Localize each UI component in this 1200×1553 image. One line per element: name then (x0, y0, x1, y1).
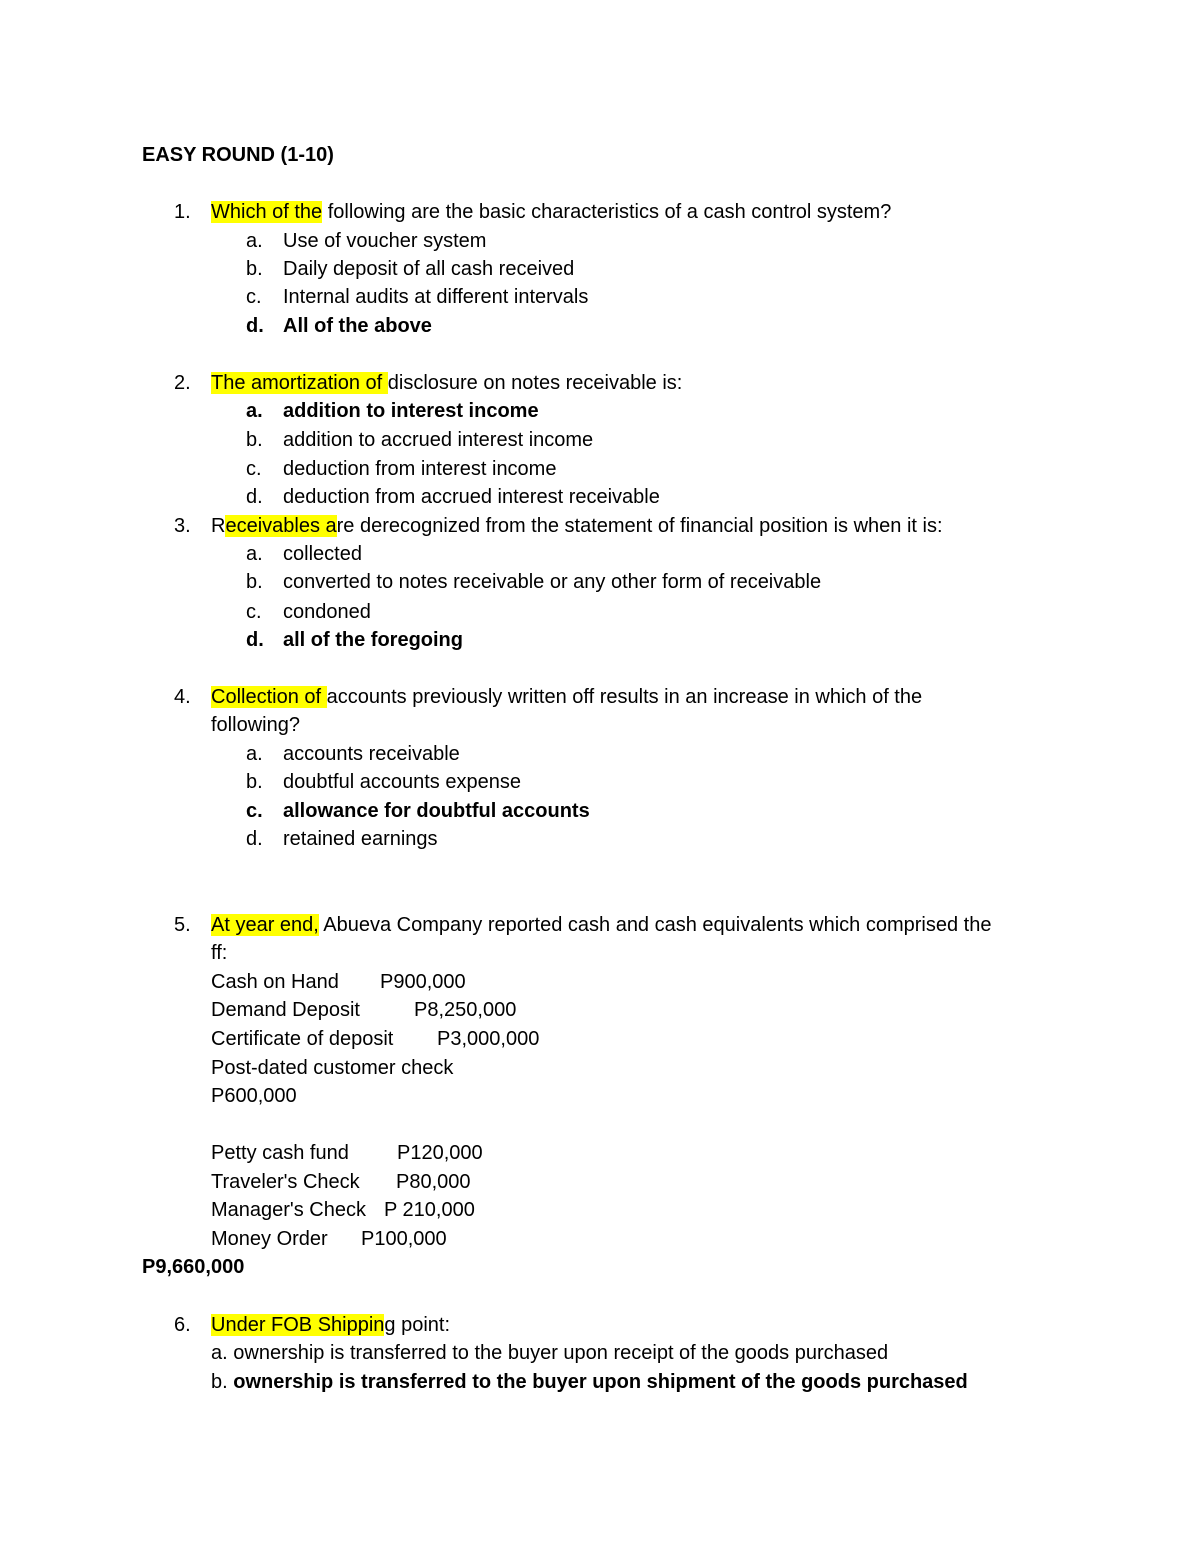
option-text-answer: allowance for doubtful accounts (283, 800, 590, 822)
option-text-answer: all of the foregoing (283, 629, 463, 651)
option-letter: b. (246, 429, 263, 451)
question-number: 3. (174, 515, 191, 537)
option-letter: a. (246, 743, 263, 765)
highlight: eceivables a (225, 515, 337, 537)
option-text: Internal audits at different intervals (283, 286, 589, 308)
cash-item-label: Manager's Check (211, 1199, 366, 1221)
cash-item-label: Money Order (211, 1228, 328, 1250)
question-6-text (211, 1313, 450, 1337)
option-letter: a. (211, 1342, 228, 1364)
highlight: The amortization of (211, 372, 388, 394)
option-text: collected (283, 543, 362, 565)
option-letter: a. (246, 543, 263, 565)
option-text: deduction from interest income (283, 458, 557, 480)
cash-item-amount: P900,000 (380, 971, 466, 993)
cash-item-amount: P8,250,000 (414, 999, 517, 1021)
cash-item-amount: P100,000 (361, 1228, 447, 1250)
cash-item-amount: P 210,000 (384, 1199, 475, 1221)
option-letter: d. (246, 828, 263, 850)
question-number: 5. (174, 914, 191, 936)
question-1-text (211, 200, 891, 224)
option-text: condoned (283, 601, 371, 623)
option-text-answer: All of the above (283, 315, 432, 337)
option-letter-answer: d. (246, 629, 264, 651)
highlight: Under FOB Shippin (211, 1314, 385, 1336)
option-b (211, 1370, 968, 1394)
question-text-rest: re derecognized from the statement of financial position is when it is: (336, 515, 943, 537)
question-text-rest: disclosure on notes receivable is: (387, 372, 683, 394)
option-letter: c. (246, 286, 262, 308)
page-title: EASY ROUND (1-10) (142, 144, 334, 166)
highlight: Which of the (211, 201, 323, 223)
question-5-text-line2: ff: (211, 942, 228, 964)
question-2-text (211, 371, 682, 395)
question-number: 2. (174, 372, 191, 394)
option-letter: b. (246, 258, 263, 280)
question-number: 4. (174, 686, 191, 708)
option-a (211, 1341, 888, 1365)
option-letter: d. (246, 486, 263, 508)
cash-item-amount: P600,000 (211, 1085, 297, 1107)
option-letter: b. (211, 1371, 228, 1393)
cash-item-label: Post-dated customer check (211, 1057, 454, 1079)
cash-item-amount: P80,000 (396, 1171, 471, 1193)
option-text: Use of voucher system (283, 230, 487, 252)
question-4-text (211, 685, 922, 709)
question-text-rest: g point: (384, 1314, 451, 1336)
question-text-rest: following are the basic characteristics of a cash control system? (322, 201, 892, 223)
option-text: Daily deposit of all cash received (283, 258, 575, 280)
option-text: addition to accrued interest income (283, 429, 594, 451)
question-3-text (211, 514, 943, 538)
option-letter-answer: a. (246, 400, 263, 422)
cash-item-label: Demand Deposit (211, 999, 360, 1021)
option-text: ownership is transferred to the buyer upon receipt of the goods purchased (233, 1342, 889, 1364)
highlight: At year end, (211, 914, 319, 936)
option-letter: c. (246, 601, 262, 623)
option-letter: c. (246, 458, 262, 480)
question-number: 1. (174, 201, 191, 223)
option-text: accounts receivable (283, 743, 460, 765)
question-4-text-line2: following? (211, 714, 300, 736)
cash-item-amount: P120,000 (397, 1142, 483, 1164)
option-text: retained earnings (283, 828, 438, 850)
option-letter: a. (246, 230, 263, 252)
question-text-rest: Abueva Company reported cash and cash equivalents which comprised the (318, 914, 992, 936)
option-letter: b. (246, 571, 263, 593)
question-text-pre: R (211, 515, 226, 537)
question-number: 6. (174, 1314, 191, 1336)
cash-item-label: Petty cash fund (211, 1142, 349, 1164)
option-text: converted to notes receivable or any other form of receivable (283, 571, 822, 593)
option-text-answer: addition to interest income (283, 400, 539, 422)
question-5-text (211, 913, 991, 937)
cash-item-label: Traveler's Check (211, 1171, 360, 1193)
option-letter-answer: c. (246, 800, 263, 822)
option-text: deduction from accrued interest receivable (283, 486, 660, 508)
question-text-rest: accounts previously written off results in an increase in which of the (326, 686, 923, 708)
cash-item-label: Certificate of deposit (211, 1028, 394, 1050)
option-text-answer: ownership is transferred to the buyer upon shipment of the goods purchased (233, 1371, 968, 1393)
option-letter: b. (246, 771, 263, 793)
cash-item-amount: P3,000,000 (437, 1028, 540, 1050)
option-letter-answer: d. (246, 315, 264, 337)
cash-item-label: Cash on Hand (211, 971, 339, 993)
highlight: Collection of (211, 686, 327, 708)
option-text: doubtful accounts expense (283, 771, 521, 793)
answer-total: P9,660,000 (142, 1256, 245, 1278)
